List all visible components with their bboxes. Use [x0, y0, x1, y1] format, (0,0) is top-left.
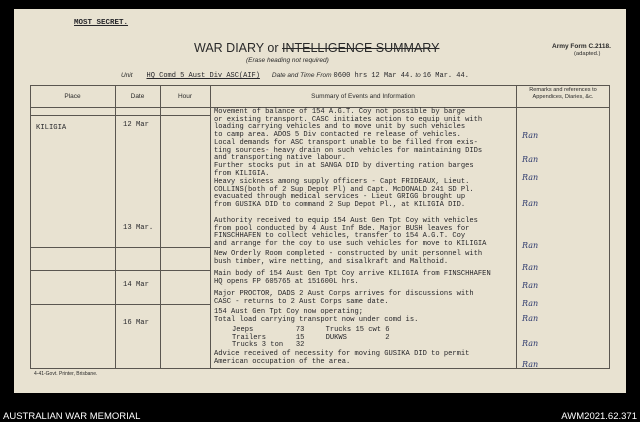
- row-rule: [30, 115, 210, 116]
- initials-mark: Ran: [522, 155, 539, 164]
- title-prefix: WAR DIARY or: [194, 41, 279, 55]
- row-rule: [30, 304, 210, 305]
- initials-mark: Ran: [522, 241, 539, 250]
- entry-text: Major PROCTOR, DADS 2 Aust Corps arrives for discussions with CASC - returns to 2 Aust Corps same date.: [214, 290, 474, 306]
- table-top-rule: [30, 85, 610, 86]
- col-place-heading: Place: [64, 93, 81, 100]
- initials-mark: Ran: [522, 299, 539, 308]
- entry-text: Local demands for ASC transport unable to be filled from exis- ting sources- heavy drain on such vehicles for maintaining DIDs and transporting native labour.: [214, 139, 483, 163]
- unit-line: [121, 72, 469, 80]
- initials-mark: Ran: [522, 281, 539, 290]
- row-rule: [30, 247, 210, 248]
- unit-label: Unit: [121, 72, 133, 79]
- grid-line: [516, 85, 517, 368]
- col-remarks-heading: Remarks and references to Appendices, Diaries, &c.: [529, 87, 597, 100]
- entry-text: Heavy sickness among supply officers - Capt FRIDEAUX, Lieut. COLLINS(both of 2 Sup Depot Pl) and Capt. McDONALD 241 SD Pl. evacuated through medical services - Lieut GRIGG brought up from GUSIKA DID to command 2 Sup Depot Pl., at KILIGIA DID.: [214, 178, 474, 210]
- diary-sheet: [14, 9, 626, 393]
- row-rule: [30, 270, 210, 271]
- entry-text: New Orderly Room completed - constructed by unit personnel with bush timber, wire netting, and sisalkraft and Malthoid.: [214, 250, 483, 266]
- date-cell: 12 Mar: [123, 121, 149, 129]
- title-struck: INTELLIGENCE SUMMARY: [282, 41, 440, 55]
- initials-mark: Ran: [522, 199, 539, 208]
- date-to-value: 16 Mar. 44.: [422, 72, 469, 80]
- footer-institution: AUSTRALIAN WAR MEMORIAL: [3, 411, 141, 422]
- entry-text: Authority received to equip 154 Aust Gen Tpt Coy with vehicles from pool conducted by 4 Aust Inf Bde. Major BUSH leaves for FINSCHHAFEN to collect vehicles, transfer to 154 A.G.T. Coy and arrange for the coy to use such vehicles for move to KILIGIA: [214, 217, 487, 249]
- initials-mark: Ran: [522, 131, 539, 140]
- unit-value: HQ Comd 5 Aust Div ASC(AIF): [146, 72, 260, 80]
- date-to-label: to: [415, 72, 421, 79]
- entry-text: Main body of 154 Aust Gen Tpt Coy arrive KILIGIA from FINSCHHAFEN HQ opens FP 605765 at 151600L hrs.: [214, 270, 491, 286]
- initials-mark: Ran: [522, 314, 539, 323]
- col-hour-heading: Hour: [177, 93, 193, 100]
- grid-line: [115, 85, 116, 368]
- subtitle: (Erase heading not required): [246, 57, 329, 64]
- place-cell: KILIGIA: [36, 124, 67, 132]
- col-summary-heading: Summary of Events and Information: [311, 93, 415, 100]
- grid-line: [30, 85, 31, 368]
- footer-accession: AWM2021.62.371: [561, 411, 637, 422]
- col-date-heading: Date: [130, 93, 145, 100]
- date-from-label: From: [316, 72, 332, 79]
- date-from-value: 0600 hrs 12 Mar 44.: [333, 72, 414, 80]
- entry-text: Jeeps 73 Trucks 15 cwt 6 Trailers 15 DUKWS 2 Trucks 3 ton 32: [232, 326, 390, 350]
- date-label: Date and Time: [271, 72, 315, 79]
- date-cell: 16 Mar: [123, 319, 149, 327]
- form-number: Army Form C.2118.: [552, 43, 611, 50]
- entry-text: 154 Aust Gen Tpt Coy now operating; Total load carrying transport now under comd is.: [214, 308, 419, 324]
- form-adapted: (adapted.): [574, 51, 601, 57]
- initials-mark: Ran: [522, 263, 539, 272]
- printer-imprint: 4-41-Govt. Printer, Brisbane.: [34, 371, 98, 377]
- date-cell: 13 Mar.: [123, 224, 154, 232]
- entry-text: Movement of balance of 154 A.G.T. Coy not possible by barge or existing transport. CASC initiates action to equip unit with loading carrying vehicles and to move unit by such vehicles to camp area. ADOS 5 Div contacted re release of vehicles.: [214, 108, 483, 140]
- initials-mark: Ran: [522, 339, 539, 348]
- grid-line: [609, 85, 610, 368]
- initials-mark: Ran: [522, 360, 539, 369]
- page-title: [194, 41, 439, 55]
- entry-text: Further stocks put in at SANGA DID by diverting ration barges from KILIGIA.: [214, 162, 474, 178]
- grid-line: [210, 85, 211, 368]
- classification-stamp: MOST SECRET.: [74, 19, 129, 27]
- initials-mark: Ran: [522, 173, 539, 182]
- grid-line: [160, 85, 161, 368]
- date-cell: 14 Mar: [123, 281, 149, 289]
- entry-text: Advice received of necessity for moving GUSIKA DID to permit American occupation of the area.: [214, 350, 470, 366]
